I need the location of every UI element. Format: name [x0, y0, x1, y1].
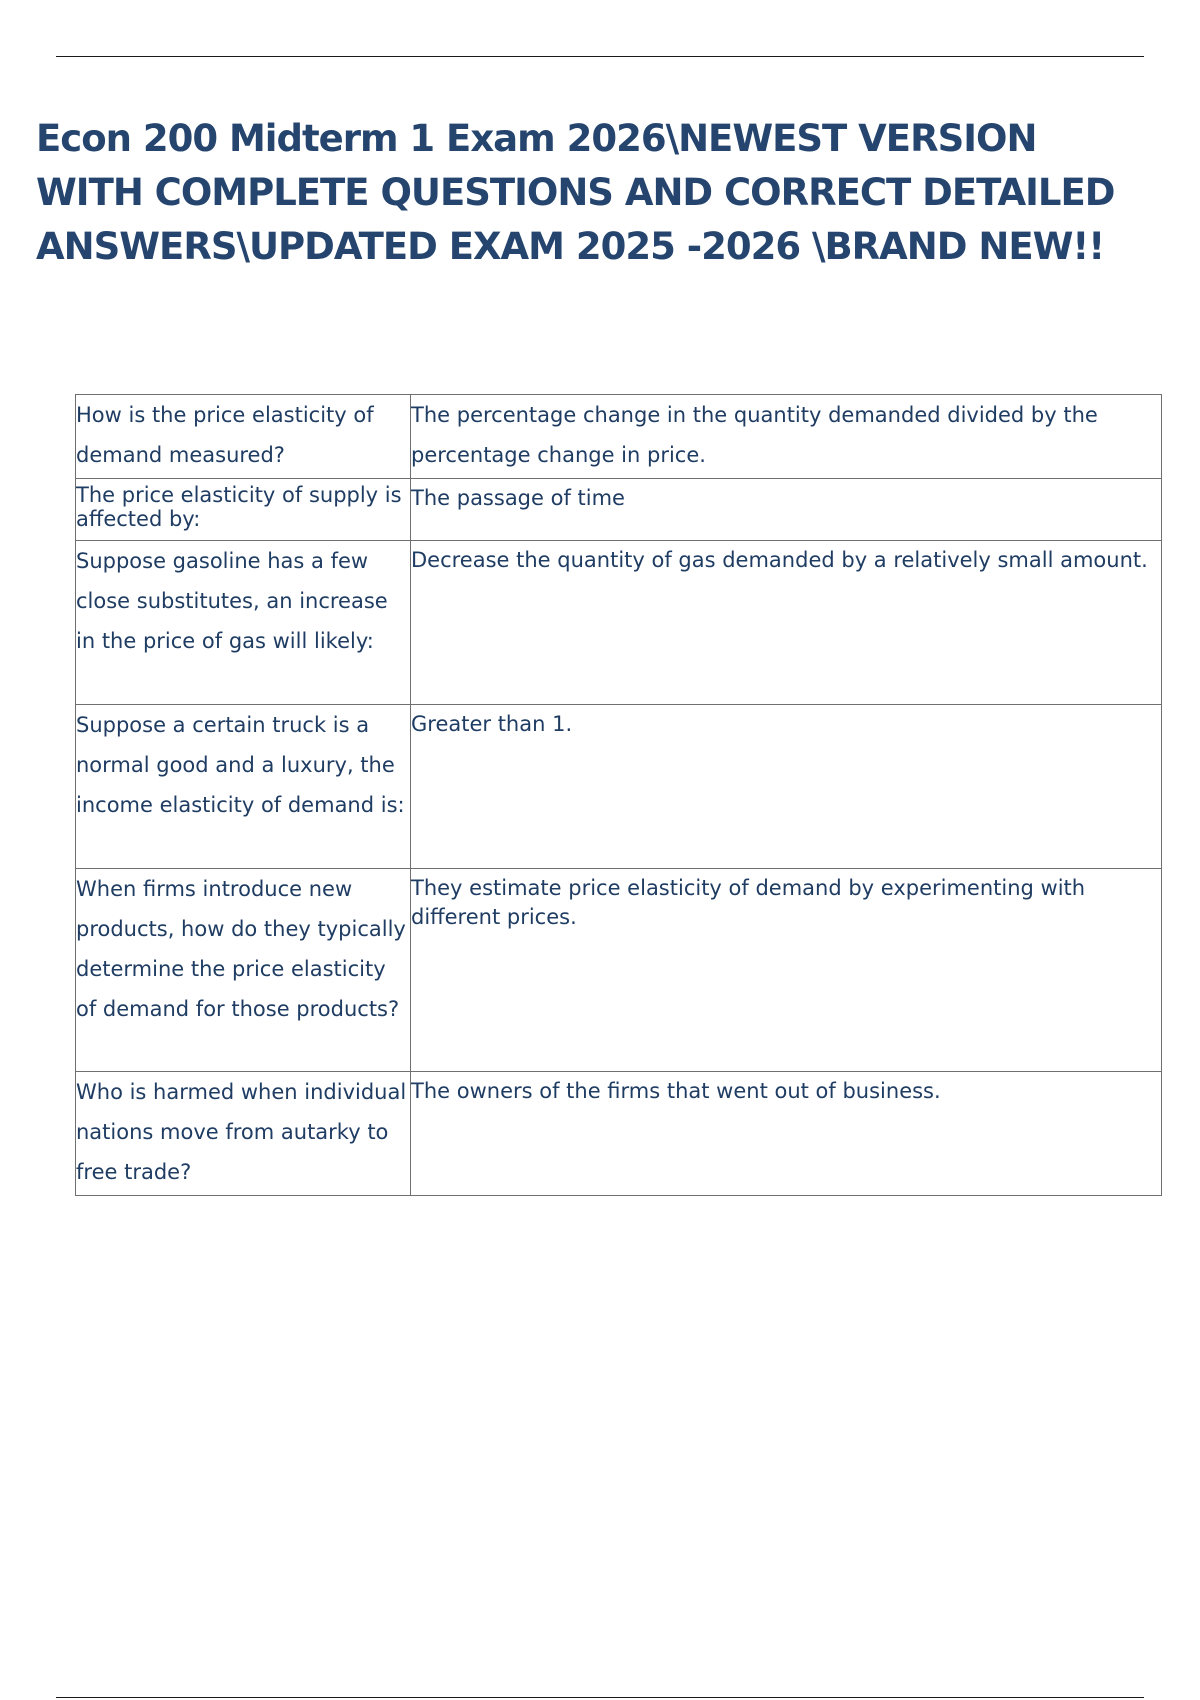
- question-text: How is the price elasticity of demand measured?: [76, 403, 374, 467]
- answer-cell: [411, 1072, 1162, 1196]
- table-row: [76, 1072, 1162, 1196]
- table-row: [76, 541, 1162, 705]
- question-cell: [76, 1072, 411, 1196]
- table-row: [76, 869, 1162, 1072]
- qa-table: [75, 394, 1162, 1196]
- page-title: [36, 112, 1166, 274]
- answer-cell: [411, 479, 1162, 541]
- answer-cell: [411, 395, 1162, 479]
- title-line: Econ 200 Midterm 1 Exam 2026\NEWEST VERSION: [36, 117, 1037, 160]
- answer-cell: [411, 705, 1162, 869]
- question-text: Suppose a certain truck is a normal good and a luxury, the income elasticity of demand is:: [76, 713, 405, 817]
- question-text: When firms introduce new products, how do they typically determine the price elasticity of demand for those products?: [76, 877, 406, 1021]
- table-row: [76, 705, 1162, 869]
- answer-text: The percentage change in the quantity demanded divided by the percentage change in price.: [411, 403, 1098, 467]
- question-cell: [76, 869, 411, 1072]
- answer-cell: [411, 869, 1162, 1072]
- answer-text: Greater than 1.: [411, 712, 573, 736]
- answer-text: The passage of time: [411, 486, 625, 510]
- question-cell: [76, 541, 411, 705]
- title-line: WITH COMPLETE QUESTIONS AND CORRECT DETAILED: [36, 171, 1115, 214]
- question-cell: [76, 395, 411, 479]
- question-text: The price elasticity of supply is affected by:: [76, 483, 402, 531]
- answer-text: The owners of the firms that went out of business.: [411, 1079, 941, 1103]
- answer-text: Decrease the quantity of gas demanded by a relatively small amount.: [411, 548, 1148, 572]
- question-text: Who is harmed when individual nations move from autarky to free trade?: [76, 1080, 407, 1184]
- question-cell: [76, 705, 411, 869]
- top-rule: [56, 56, 1144, 57]
- table-row: [76, 395, 1162, 479]
- answer-cell: [411, 541, 1162, 705]
- table-row: [76, 479, 1162, 541]
- question-text: Suppose gasoline has a few close substitutes, an increase in the price of gas will likely:: [76, 549, 388, 653]
- question-cell: [76, 479, 411, 541]
- bottom-rule: [56, 1697, 1144, 1698]
- title-line: ANSWERS\UPDATED EXAM 2025 -2026 \BRAND NEW!!: [36, 225, 1105, 268]
- answer-text: They estimate price elasticity of demand by experimenting with different prices.: [411, 876, 1086, 929]
